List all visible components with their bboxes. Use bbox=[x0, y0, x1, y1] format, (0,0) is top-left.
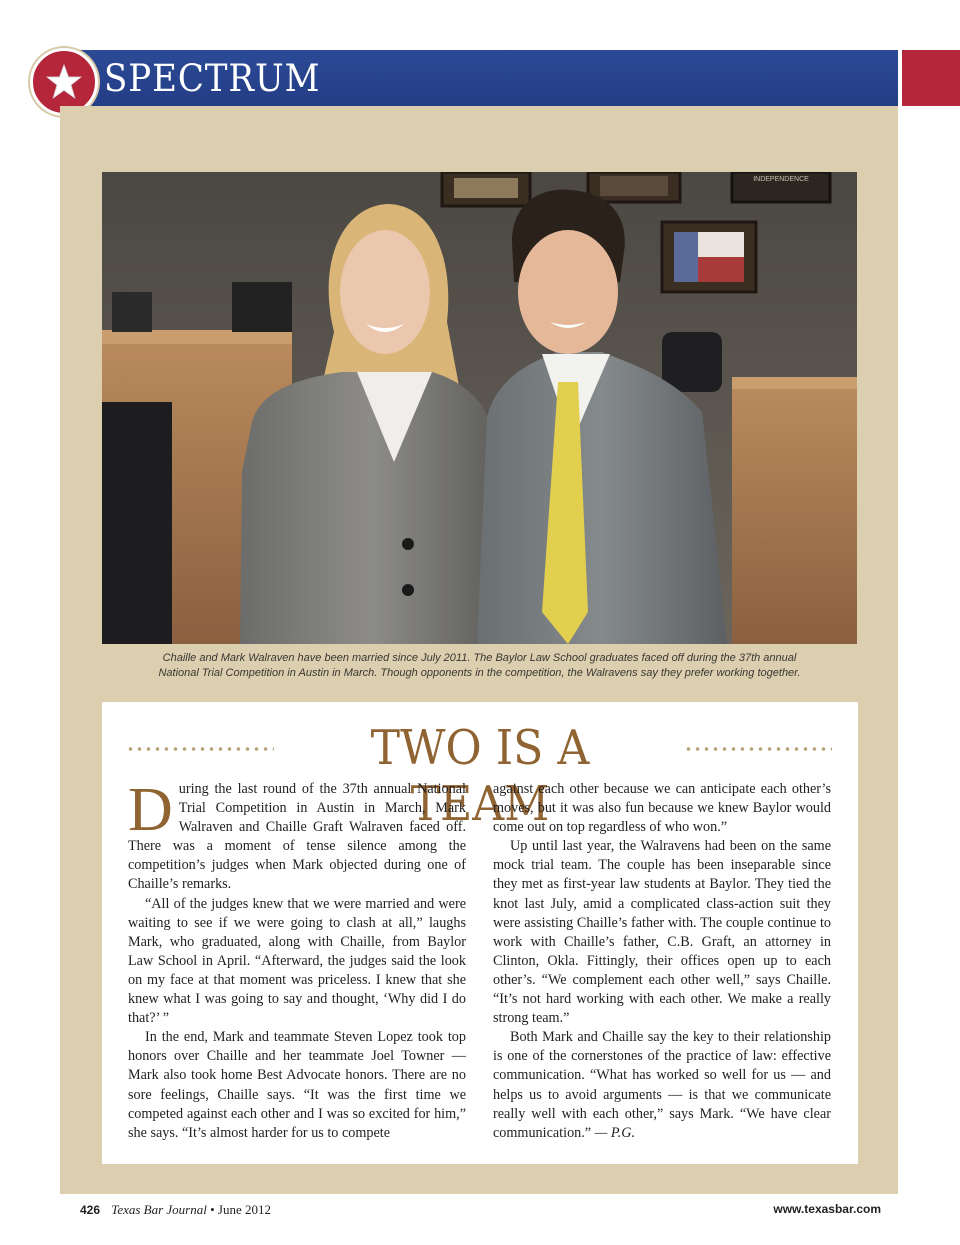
page-number: 426 bbox=[80, 1203, 101, 1217]
banner-red-tab bbox=[902, 50, 960, 106]
wall-plaque bbox=[732, 172, 830, 202]
headline-dots-right bbox=[684, 746, 832, 752]
footer-left bbox=[80, 1202, 271, 1218]
website-link[interactable]: www.texasbar.com bbox=[773, 1202, 881, 1216]
wall-frame bbox=[588, 172, 680, 202]
article-headline: TWO IS A TEAM bbox=[370, 720, 590, 832]
couple-photo bbox=[102, 172, 857, 644]
article-column-left bbox=[128, 776, 466, 1143]
article-paragraph: During the last round of the 37th annual National Trial Competition in Austin in March, Mark Walraven and Chaille Graft Walraven faced off. There was a moment of tense silence among the competition’s judges when Mark objected during one of Chaille’s remarks. bbox=[128, 776, 466, 893]
article-paragraph: “All of the judges knew that we were married and were waiting to see if we were going to clash at all,” laughs Mark, who graduated, along with Chaille, from Baylor Law School in April. “Afterward, the judges said the look on my face at that moment was priceless. I knew that she knew what I was going to say and thought, ‘Why did I do that?’ ” bbox=[128, 895, 466, 1027]
bench-top bbox=[102, 330, 292, 344]
article-paragraph: Up until last year, the Walravens had been on the same mock trial team. The couple has been inseparable since they met as first-year law students at Baylor. They tied the knot last July, amid a complicated class-action suit they were assisting Chaille’s father with. The couple continue to work with Chaille’s father, C.B. Graft, an attorney in Clinton, Okla. Fittingly, their offices open up to each other’s. “We complement each other well,” says Chaille. “It’s not hard working with each other. We make a really strong team.” bbox=[493, 838, 831, 1027]
caption-line: Chaille and Mark Walraven have been married since July 2011. The Baylor Law School graduates faced off during the 37th annual bbox=[162, 652, 797, 664]
section-title: SPECTRUM bbox=[104, 57, 321, 100]
author-initials: — P.G. bbox=[594, 1124, 635, 1141]
headline-dots-left bbox=[126, 746, 274, 752]
footer-separator: • bbox=[210, 1202, 215, 1217]
wall-frame bbox=[442, 172, 530, 206]
article-paragraph: Both Mark and Chaille say the key to their relationship is one of the cornerstones of the practice of law: effective communication. “What has worked so well for us — and helps us to avoid arguments — is that we communicate really well with each other,” says Mark. “We have clear communication.” — P.G. bbox=[493, 1029, 831, 1141]
right-desk bbox=[732, 389, 857, 644]
caption-line: National Trial Competition in Austin in March. Though opponents in the competition, the Walravens say they prefer working together. bbox=[158, 667, 801, 679]
drop-cap: D bbox=[128, 776, 173, 844]
article-paragraph: against each other because we can anticipate each other’s moves, but it was also fun because we knew Baylor would come out on top regardless of who won.” bbox=[493, 781, 831, 836]
article-column-right bbox=[493, 780, 831, 1143]
svg-text:INDEPENDENCE: INDEPENDENCE bbox=[753, 176, 809, 183]
dark-chair bbox=[102, 402, 172, 644]
photo-caption bbox=[102, 651, 857, 681]
journal-name: Texas Bar Journal bbox=[111, 1202, 207, 1217]
issue-date: June 2012 bbox=[217, 1202, 272, 1217]
article-paragraph: In the end, Mark and teammate Steven Lopez took top honors over Chaille and her teammate Joel Towner — Mark also took home Best Advocate honors. There are no sore feelings, Chaille says. “It was the first time we competed against each other and I was so excited for him,” she says. “It’s almost harder for us to compete bbox=[128, 1029, 466, 1141]
texas-flag-frame bbox=[662, 222, 756, 292]
star-icon bbox=[44, 62, 84, 102]
